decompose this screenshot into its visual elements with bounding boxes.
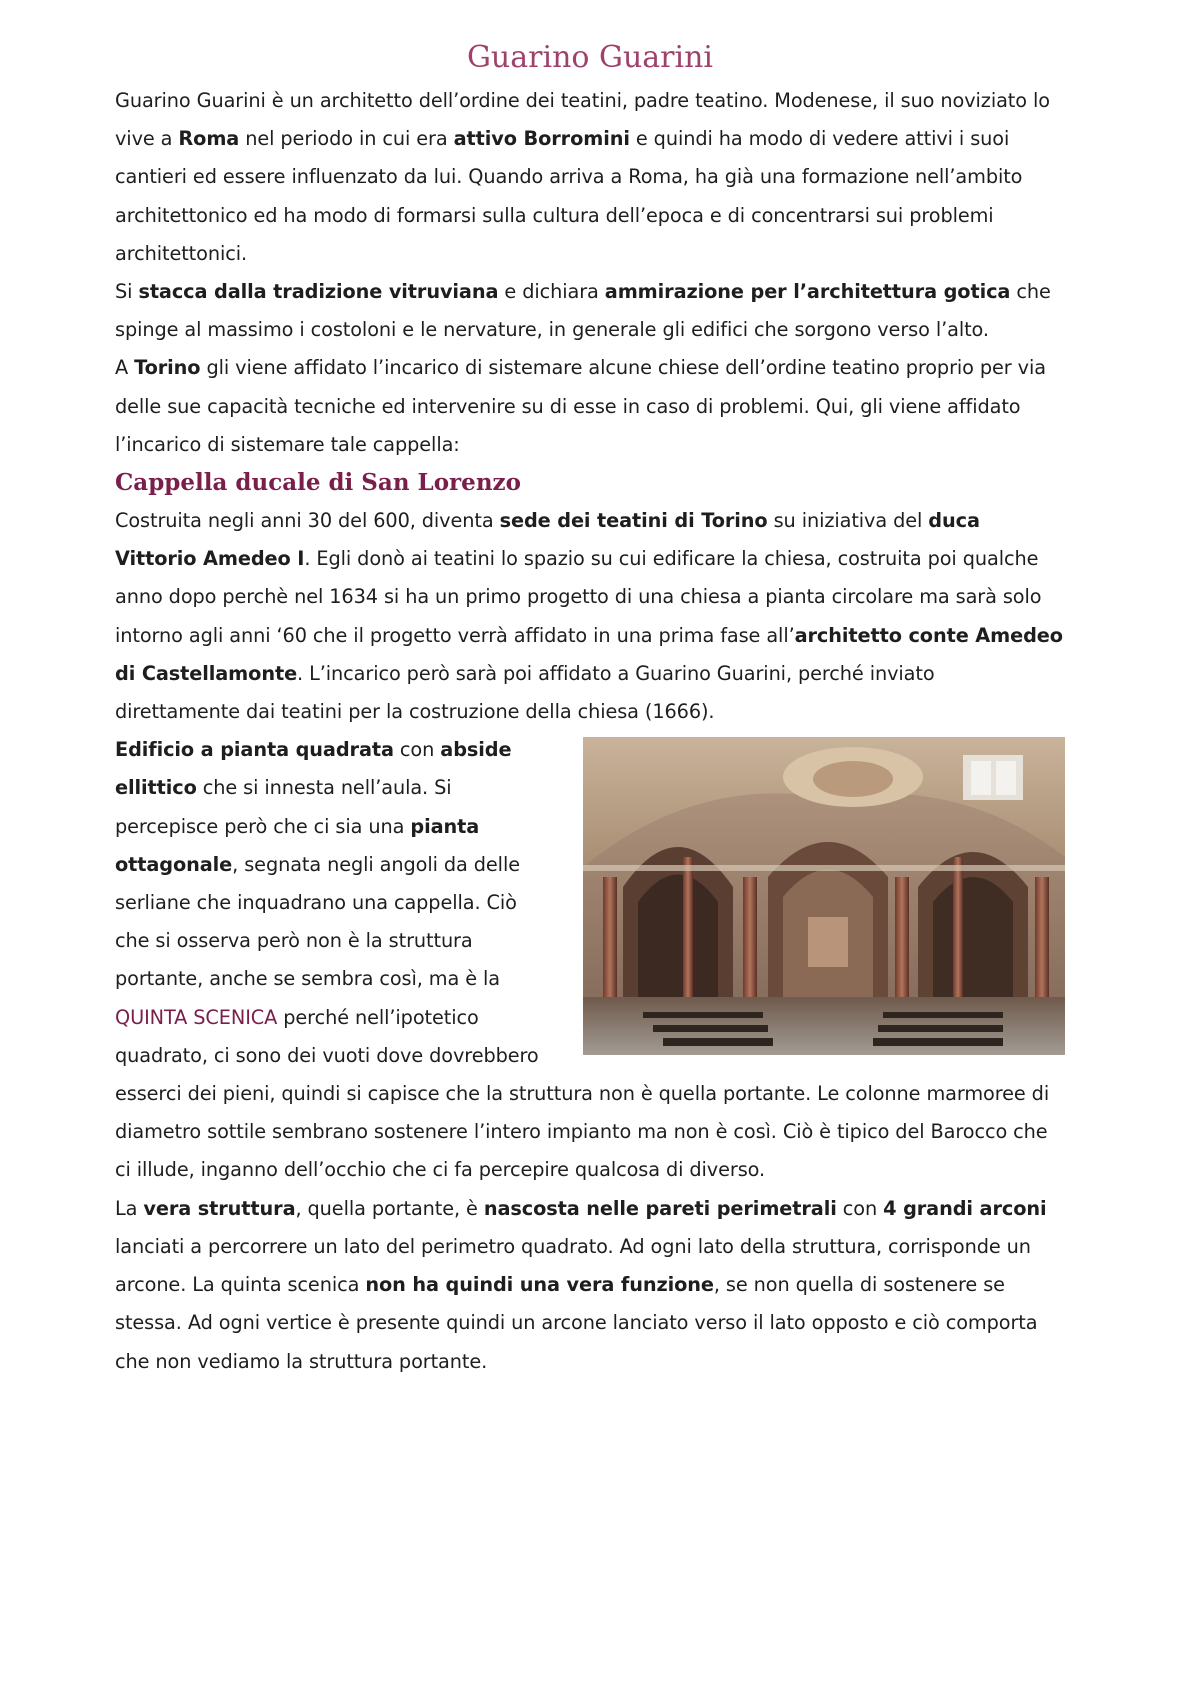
intro-paragraph-3 [115,349,1065,464]
text-run: lanciati a percorrere un lato del perimetro quadrato. Ad ogni lato della struttura, corrisponde un arcone. La quinta scenica [115,1234,1031,1297]
text-with-image [115,731,1065,1189]
page-title: Guarino Guarini [466,40,714,75]
text-run: , quella portante, è [295,1196,484,1220]
highlighted-term: QUINTA SCENICA [115,1005,278,1029]
text-run: su iniziativa del [767,509,929,533]
text-run: perché nell’ipotetico quadrato, ci sono dei vuoti dove dovrebbero esserci dei pieni, quindi si capisce che la struttura non è quella portante. Le colonne marmoree di diametro sottile sembrano sostenere l’intero impianto ma non è così. Ciò è tipico del Barocco che ci illude, inganno dell’occhio che ci fa percepire qualcosa di diverso. [115,1005,1050,1182]
text-run: nel periodo in cui era [239,127,454,151]
text-run: e quindi ha modo di vedere attivi i suoi cantieri ed essere influenzato da lui. Quando arriva a Roma, ha già una formazione nell’ambito architettonico ed ha modo di formarsi sulla cultura dell’epoca e di concentrarsi sui problemi architettonici. [115,127,1023,265]
text-run: , se non quella di sostenere se stessa. Ad ogni vertice è presente quindi un arcone lanciato verso il lato opposto e ciò comporta che non vediamo la struttura portante. [115,1273,1038,1373]
text-run: , segnata negli angoli da delle serliane che inquadrano una cappella. Ciò che si osserva però non è la struttura portante, anche se sembra così, ma è la [115,852,520,991]
section-paragraph-1 [115,502,1065,731]
text-run: che spinge al massimo i costoloni e le nervature, in generale gli edifici che sorgono verso l’alto. [115,280,1051,342]
document-page [115,38,1065,1381]
bold-phrase: attivo Borromini [453,127,630,151]
bold-phrase: architetto conte Amedeo di Castellamonte [115,623,1063,685]
text-run: gli viene affidato l’incarico di sistemare alcune chiese dell’ordine teatino proprio per via delle sue capacità tecniche ed intervenire su di esse in caso di problemi. Qui, gli viene affidato l’incarico di sistemare tale cappella: [115,356,1046,456]
text-run: Guarino Guarini è un architetto dell’ordine dei teatini, padre teatino. Modenese, il suo noviziato lo vive a [115,89,1050,151]
bold-phrase: vera struttura [143,1196,296,1220]
intro-paragraph-2 [115,273,1065,349]
bold-phrase: ammirazione per l’architettura gotica [604,280,1011,304]
bold-phrase: Torino [134,356,201,380]
text-run: con [393,738,441,762]
church-interior-photo [583,737,1065,1055]
text-run: con [836,1196,884,1220]
section-title: Cappella ducale di San Lorenzo [115,469,521,497]
text-run: Costruita negli anni 30 del 600, diventa [115,509,500,533]
text-run: Si [115,280,139,304]
intro-paragraph-1 [115,82,1065,273]
text-run: . Egli donò ai teatini lo spazio su cui edificare la chiesa, costruita poi qualche anno dopo perchè nel 1634 si ha un primo progetto di una chiesa a pianta circolare ma sarà solo intorno agli anni ‘60 che il progetto verrà affidato in una prima fase all’ [115,547,1042,647]
text-run: che si innesta nell’aula. Si percepisce però che ci sia una [115,776,452,838]
bold-phrase: 4 grandi arconi [883,1196,1047,1220]
church-interior-illustration [583,737,1065,1055]
text-run: . L’incarico però sarà poi affidato a Guarino Guarini, perché inviato direttamente dai teatini per la costruzione della chiesa (1666). [115,661,935,724]
text-run: A [115,356,135,380]
bold-phrase: stacca dalla tradizione vitruviana [138,280,499,304]
bold-phrase: non ha quindi una vera funzione [365,1273,714,1297]
bold-phrase: Roma [178,127,240,151]
bold-phrase: duca Vittorio Amedeo I [115,509,980,571]
text-run: La [115,1196,144,1220]
bold-phrase: pianta ottagonale [115,814,480,876]
bold-phrase: abside ellittico [115,738,512,800]
bold-phrase: nascosta nelle pareti perimetrali [483,1196,837,1220]
text-run: e dichiara [498,280,605,304]
bold-phrase: Edificio a pianta quadrata [115,738,394,762]
section-paragraph-3 [115,1190,1065,1381]
bold-phrase: sede dei teatini di Torino [499,509,768,533]
